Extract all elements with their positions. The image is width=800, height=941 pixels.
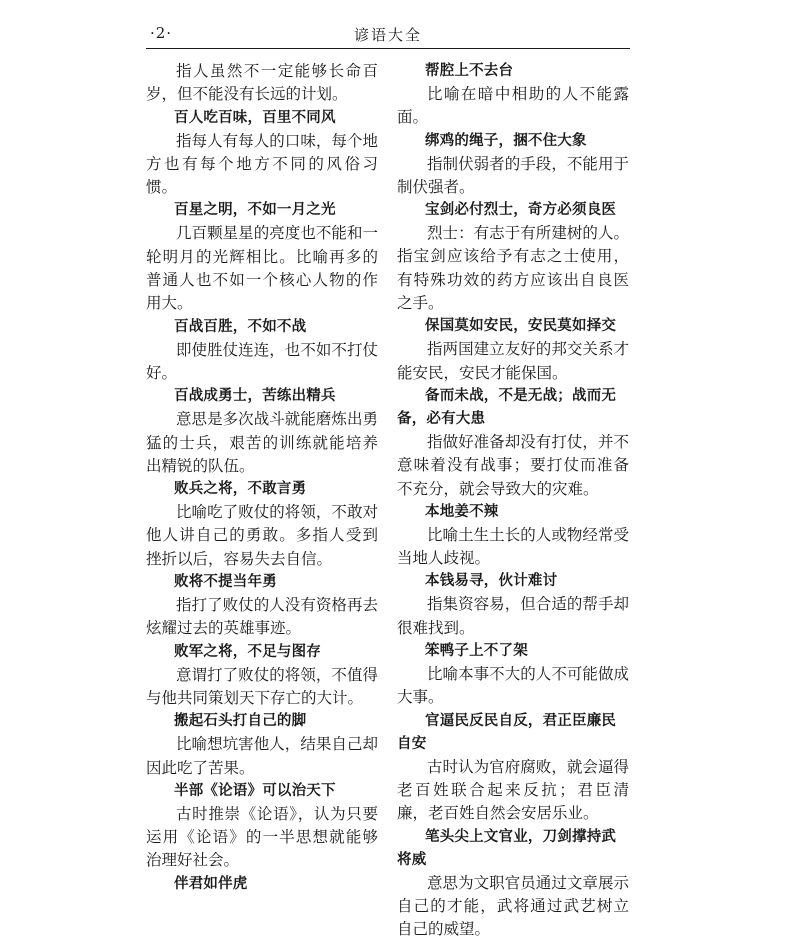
entry-term: 笨鸭子上不了架 xyxy=(425,643,528,660)
right-column xyxy=(397,60,629,939)
entry-term: 败军之将，不足与图存 xyxy=(174,643,321,660)
entry-definition: 古时认为官府腐败，就会逼得老百姓联合起来反抗；君臣清廉，老百姓自然会安居乐业。 xyxy=(397,757,629,823)
entry-definition: 比喻土生土长的人或物经常受当地人歧视。 xyxy=(397,525,629,568)
entry-definition: 指每人有每人的口味，每个地方也有每个地方不同的风俗习惯。 xyxy=(146,131,378,197)
book-title: 谚语大全 xyxy=(353,26,422,44)
entry-term: 绑鸡的绳子，捆不住大象 xyxy=(425,132,587,149)
entry-term: 官逼民反民自反，君正臣廉民自安 xyxy=(397,712,617,752)
entry-term: 伴君如伴虎 xyxy=(174,875,248,892)
entry-term: 笔头尖上文官业，刀剑撑持武将威 xyxy=(397,828,617,868)
entry-definition: 指人虽然不一定能够长命百岁，但不能没有长远的计划。 xyxy=(146,62,378,104)
entry-definition: 指制伏弱者的手段，不能用于制伏强者。 xyxy=(397,154,629,196)
entry-term: 败将不提当年勇 xyxy=(174,574,277,591)
entry-term: 败兵之将，不敢言勇 xyxy=(174,481,307,498)
entry-definition: 比喻在暗中相助的人不能露面。 xyxy=(397,85,629,127)
header-rule xyxy=(146,48,630,49)
page-header xyxy=(146,22,630,48)
entry-definition: 指两国建立友好的邦交关系才能安民，安民才能保国。 xyxy=(397,340,629,382)
entry-term: 百星之明，不如一月之光 xyxy=(174,202,336,219)
entry-definition: 比喻吃了败仗的将领，不敢对他人讲自己的勇敢。多指人受到挫折以后，容易失去自信。 xyxy=(146,503,378,568)
entry-definition: 指打了败仗的人没有资格再去炫耀过去的英雄事迹。 xyxy=(146,596,378,638)
left-column xyxy=(146,60,378,892)
entry-term: 半部《论语》可以治天下 xyxy=(174,782,336,799)
entry-definition: 指做好准备却没有打仗，并不意味着没有战事；要打仗而准备不充分，就会导致大的灾难。 xyxy=(397,432,629,498)
entry-term: 百战成勇士，苦练出精兵 xyxy=(174,388,336,405)
entry-definition: 即使胜仗连连，也不如不打仗好。 xyxy=(146,340,378,382)
entry-definition: 古时推崇《论语》，认为只要运用《论语》的一半思想就能够治理好社会。 xyxy=(146,804,378,870)
entry-definition: 比喻想坑害他人，结果自己却因此吃了苦果。 xyxy=(146,735,378,777)
entry-definition: 指集资容易，但合适的帮手却很难找到。 xyxy=(397,595,629,637)
entry-term: 本钱易寻，伙计难讨 xyxy=(425,573,558,590)
entry-term: 宝剑必付烈士，奇方必须良医 xyxy=(425,202,617,219)
page-number: ·2· xyxy=(150,24,173,42)
entry-definition: 意思为文职官员通过文章展示自己的才能，武将通过武艺树立自己的威望。 xyxy=(397,873,629,939)
entry-term: 帮腔上不去台 xyxy=(425,63,514,79)
entry-definition: 意谓打了败仗的将领，不值得与他共同策划天下存亡的大计。 xyxy=(146,665,378,707)
entry-term: 百人吃百味，百里不同风 xyxy=(174,109,336,126)
entry-term: 百战百胜，不如不战 xyxy=(174,318,307,335)
entry-definition: 几百颗星星的亮度也不能和一轮明月的光辉相比。比喻再多的普通人也不如一个核心人物的作用大。 xyxy=(146,224,378,313)
entry-term: 本地姜不辣 xyxy=(425,503,499,520)
entry-term: 备而未战，不是无战；战而无备，必有大患 xyxy=(397,387,617,427)
entry-definition: 比喻本事不大的人不可能做成大事。 xyxy=(397,665,629,707)
entry-term: 搬起石头打自己的脚 xyxy=(174,713,307,730)
entry-term: 保国莫如安民，安民莫如择交 xyxy=(425,318,617,335)
entry-definition: 意思是多次战斗就能磨炼出勇猛的士兵，艰苦的训练就能培养出精锐的队伍。 xyxy=(146,410,378,475)
entry-definition: 烈士：有志于有所建树的人。指宝剑应该给予有志之士使用，有特殊功效的药方应该出自良医之手。 xyxy=(397,224,629,313)
